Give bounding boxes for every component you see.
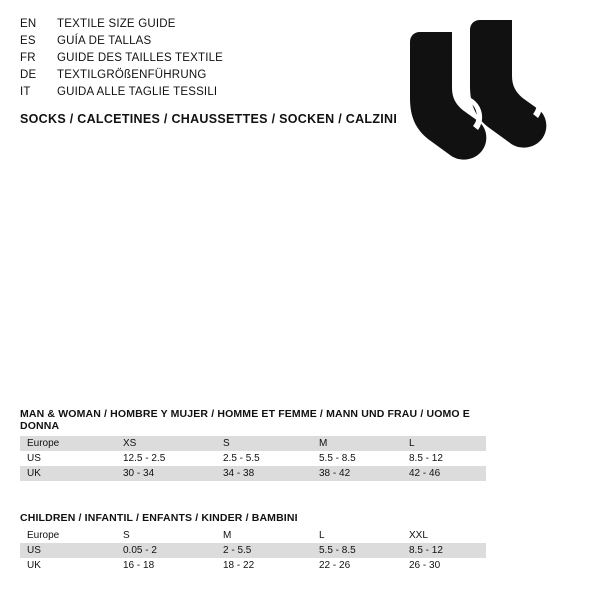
- table-cell: 22 - 26: [312, 558, 402, 573]
- language-label: TEXTILGRÖßENFÜHRUNG: [57, 69, 207, 81]
- table-cell: 8.5 - 12: [402, 543, 486, 558]
- table-cell: Europe: [20, 436, 116, 451]
- table-cell: 34 - 38: [216, 466, 312, 481]
- language-row: [20, 50, 400, 67]
- language-code: EN: [20, 18, 37, 30]
- table-cell: US: [20, 451, 116, 466]
- table-cell: 18 - 22: [216, 558, 312, 573]
- language-row: [20, 33, 400, 50]
- table-row: [20, 543, 486, 558]
- adult-size-table: [20, 436, 486, 481]
- table-cell: US: [20, 543, 116, 558]
- language-code: DE: [20, 69, 37, 81]
- children-size-table: [20, 528, 486, 573]
- table-cell: 5.5 - 8.5: [312, 543, 402, 558]
- adult-size-table-block: [20, 408, 486, 481]
- table-cell: 0.05 - 2: [116, 543, 216, 558]
- language-label: GUIDA ALLE TAGLIE TESSILI: [57, 86, 218, 98]
- table-cell: 16 - 18: [116, 558, 216, 573]
- table-cell: 2.5 - 5.5: [216, 451, 312, 466]
- table-cell: XS: [116, 436, 216, 451]
- language-label: GUÍA DE TALLAS: [57, 35, 152, 47]
- children-size-table-block: [20, 512, 486, 573]
- table-row: [20, 436, 486, 451]
- language-list: [20, 16, 400, 101]
- children-table-caption: CHILDREN / INFANTIL / ENFANTS / KINDER / BAMBINI: [20, 512, 298, 524]
- adult-table-caption: MAN & WOMAN / HOMBRE Y MUJER / HOMME ET FEMME / MANN UND FRAU / UOMO E DONNA: [20, 408, 470, 432]
- table-cell: 42 - 46: [402, 466, 486, 481]
- table-cell: S: [216, 436, 312, 451]
- language-code: ES: [20, 35, 36, 47]
- table-cell: M: [312, 436, 402, 451]
- language-label: TEXTILE SIZE GUIDE: [57, 18, 176, 30]
- table-cell: Europe: [20, 528, 116, 543]
- table-cell: 30 - 34: [116, 466, 216, 481]
- language-row: [20, 84, 400, 101]
- language-code: FR: [20, 52, 36, 64]
- table-cell: 38 - 42: [312, 466, 402, 481]
- language-code: IT: [20, 86, 31, 98]
- table-cell: 26 - 30: [402, 558, 486, 573]
- table-cell: S: [116, 528, 216, 543]
- table-cell: UK: [20, 466, 116, 481]
- table-row: [20, 466, 486, 481]
- page-title: SOCKS / CALCETINES / CHAUSSETTES / SOCKEN / CALZINI: [20, 112, 398, 126]
- socks-icon: [408, 18, 568, 168]
- table-cell: UK: [20, 558, 116, 573]
- table-cell: XXL: [402, 528, 486, 543]
- table-cell: 5.5 - 8.5: [312, 451, 402, 466]
- table-cell: 2 - 5.5: [216, 543, 312, 558]
- language-row: [20, 67, 400, 84]
- table-cell: L: [402, 436, 486, 451]
- table-cell: 12.5 - 2.5: [116, 451, 216, 466]
- table-cell: L: [312, 528, 402, 543]
- language-label: GUIDE DES TAILLES TEXTILE: [57, 52, 224, 64]
- table-row: [20, 528, 486, 543]
- table-cell: M: [216, 528, 312, 543]
- language-row: [20, 16, 400, 33]
- table-row: [20, 558, 486, 573]
- table-row: [20, 451, 486, 466]
- table-cell: 8.5 - 12: [402, 451, 486, 466]
